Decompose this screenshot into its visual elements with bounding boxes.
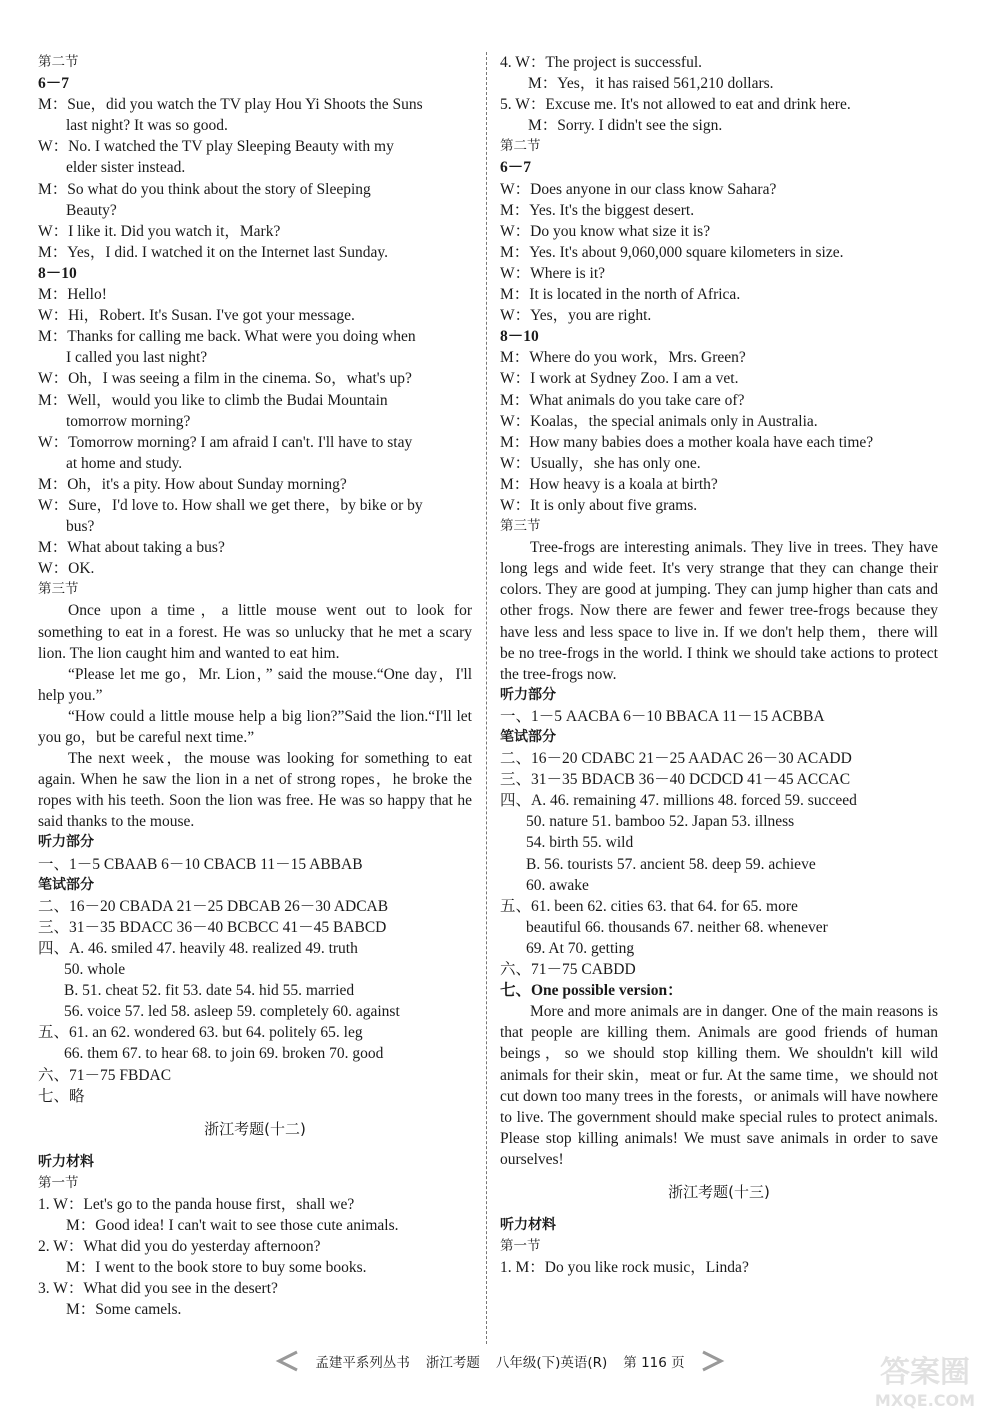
section-title-12: 浙江考题(十二) <box>204 1119 306 1138</box>
right-listening <box>500 1215 938 1278</box>
text-line: W：Oh，I was seeing a film in the cinema. So，what's up? <box>38 370 412 388</box>
text-line: 1. W：Let's go to the panda house first，shall we? <box>38 1195 355 1213</box>
text-line: M：Hello! <box>38 286 107 304</box>
text-line: Beauty? <box>66 201 117 219</box>
answer-line: 五、61. been 62. cities 63. that 64. for 65. more <box>500 897 798 915</box>
page-footer <box>200 1346 800 1376</box>
answer-line: 54. birth 55. wild <box>526 834 634 852</box>
text-line: M：So what do you think about the story of Sleeping <box>38 180 371 198</box>
answer-line: 四、A. 46. smiled 47. heavily 48. realized 49. truth <box>38 939 358 957</box>
text-line: M：Well，would you like to climb the Budai Mountain <box>38 391 388 409</box>
text-line: bus? <box>66 518 95 536</box>
text-line: 6－7 <box>38 75 70 93</box>
text-line: W：Hi，Robert. It's Susan. I've got your message. <box>38 307 355 325</box>
text-line: 2. W：What did you do yesterday afternoon? <box>38 1238 321 1256</box>
text-line: 第二节 <box>500 138 541 155</box>
text-line: W：OK. <box>38 560 95 578</box>
answer-line: 听力部分 <box>500 686 556 703</box>
answer-line: B. 51. cheat 52. fit 53. date 54. hid 55. married <box>64 982 355 1000</box>
text-line: M：Yes，it has raised 561,210 dollars. <box>528 75 774 93</box>
text-line: 1. M：Do you like rock music，Linda? <box>500 1259 749 1277</box>
left-answers <box>38 832 472 1106</box>
text-line: M：Sorry. I didn't see the sign. <box>528 117 723 135</box>
text-line: 5. W：Excuse me. It's not allowed to eat and drink here. <box>500 96 851 114</box>
text-line: 第三节 <box>38 581 79 598</box>
answer-line: 一、1－5 AACBA 6－10 BBACA 11－15 ACBBA <box>500 707 825 725</box>
answer-line: 六、71－75 CABDD <box>500 961 636 979</box>
text-line: W：Yes，you are right. <box>500 307 652 325</box>
text-line: at home and study. <box>66 454 183 472</box>
right-answers <box>500 685 938 1001</box>
left-listening <box>38 1152 472 1321</box>
watermark-logo <box>860 1344 990 1414</box>
left-story <box>38 600 472 832</box>
text-line: W：Tomorrow morning? I am afraid I can't. I'll have to stay <box>38 433 413 451</box>
answer-line: 三、31－35 BDACC 36－40 BCBCC 41－45 BABCD <box>38 918 387 936</box>
text-line: M：How many babies does a mother koala have each time? <box>500 433 874 451</box>
text-line: tomorrow morning? <box>66 412 191 430</box>
footer-page: 第 116 页 <box>623 1355 685 1371</box>
text-line: 4. W：The project is successful. <box>500 54 703 71</box>
text-line: 听力材料 <box>38 1153 94 1170</box>
answer-line: 50. whole <box>64 961 126 979</box>
text-line: M：Sue，did you watch the TV play Hou Yi Shoots the Suns <box>38 96 423 114</box>
answer-line: 69. At 70. getting <box>526 939 635 957</box>
answer-line: 五、61. an 62. wondered 63. but 64. politely 65. leg <box>38 1024 363 1042</box>
text-line: M：Yes，I did. I watched it on the Internet last Sunday. <box>38 243 388 261</box>
answer-line: 二、16－20 CBADA 21－25 DBCAB 26－30 ADCAB <box>38 897 389 915</box>
left-column <box>38 52 472 1321</box>
text-line: M：Good idea! I can't wait to see those cute animals. <box>66 1217 399 1235</box>
text-line: last night? It was so good. <box>66 117 228 135</box>
answer-line: 56. voice 57. led 58. asleep 59. completely 60. against <box>64 1003 400 1021</box>
answer-line: B. 56. tourists 57. ancient 58. deep 59. achieve <box>526 855 816 873</box>
text-line: W：It is only about five grams. <box>500 496 698 514</box>
answer-line: 听力部分 <box>38 834 94 851</box>
section-title-13: 浙江考题(十三) <box>668 1182 770 1201</box>
answer-line: beautiful 66. thousands 67. neither 68. whenever <box>526 918 828 936</box>
text-line: M：What animals do you take care of? <box>500 391 745 409</box>
story-paragraph: Once upon a time，a little mouse went out to look for something to eat in a forest. He was so unlucky that he met a scary lion. The lion caught him and wanted to eat him. <box>38 602 472 662</box>
text-line: 第一节 <box>38 1174 79 1191</box>
right-essay: More and more animals are in danger. One of the main reasons is that people are killing them. Animals are good friends of human beings，so we should stop killing them. We shouldn't kill wild animals for their skin，meat or fur. At the same time，we should not cut down too many trees in the forests，or animals will have nowhere to live. The government should make special rules to protect animals. Please stop killing animals! We must save animals in order to save ourselves! <box>500 1003 938 1168</box>
right-story: Tree-frogs are interesting animals. They live in trees. They have long legs and wide feet. It's very strange that they can change their colors. They are good at jumping. They can jump higher than cats and other frogs. Now there are fewer and fewer tree-frogs because they have less and less space to live in. If we don't help them，there will be no tree-frogs in the world. I think we should take actions to protect the tree-frogs now. <box>500 539 938 683</box>
text-line: W：Do you know what size it is? <box>500 222 711 240</box>
text-line: W：I like it. Did you watch it，Mark? <box>38 222 281 240</box>
watermark-text: 答案圈 <box>880 1355 970 1390</box>
answer-line: 四、A. 46. remaining 47. millions 48. forced 59. succeed <box>500 792 857 810</box>
text-line: M：Thanks for calling me back. What were you doing when <box>38 328 416 346</box>
text-line: M：What about taking a bus? <box>38 539 225 557</box>
story-paragraph: “Please let me go，Mr. Lion，” said the mouse.“One day，I'll help you.” <box>38 665 472 704</box>
answer-line: 一、1－5 CBAAB 6－10 CBACB 11－15 ABBAB <box>38 855 363 873</box>
text-line: M：Where do you work，Mrs. Green? <box>500 349 746 367</box>
text-line: 6－7 <box>500 159 532 177</box>
answer-line: 六、71－75 FBDAC <box>38 1066 172 1084</box>
column-divider <box>486 52 487 1344</box>
answer-line: 笔试部分 <box>38 876 94 893</box>
text-line: M：I went to the book store to buy some books. <box>66 1259 367 1277</box>
text-line: 8－10 <box>500 328 539 346</box>
text-line: 3. W：What did you see in the desert? <box>38 1280 278 1298</box>
answer-line: 66. them 67. to hear 68. to join 69. broken 70. good <box>64 1045 384 1063</box>
answer-line: 二、16－20 CDABC 21－25 AADAC 26－30 ACADD <box>500 750 852 768</box>
text-line: M：It is located in the north of Africa. <box>500 286 741 304</box>
footer-book: 浙江考题 <box>425 1355 480 1371</box>
text-line: W：Where is it? <box>500 264 606 282</box>
answer-line: 60. awake <box>526 876 589 894</box>
watermark-url: MXQE.COM <box>874 1391 976 1410</box>
text-line: W：Koalas，the special animals only in Australia. <box>500 412 818 430</box>
text-line: M：Oh，it's a pity. How about Sunday morning? <box>38 475 347 493</box>
left-dialogues <box>38 52 472 600</box>
right-dialogues <box>500 52 938 537</box>
answer-line: 七、略 <box>38 1087 85 1105</box>
left-chevron-icon <box>273 1350 299 1372</box>
text-line: I called you last night? <box>66 349 208 367</box>
answer-line: 笔试部分 <box>500 729 556 745</box>
text-line: W：Does anyone in our class know Sahara? <box>500 180 777 198</box>
text-line: W：Usually，she has only one. <box>500 454 701 472</box>
text-line: W：Sure，I'd love to. How shall we get there，by bike or by <box>38 496 423 514</box>
right-chevron-icon <box>701 1350 727 1372</box>
answer-line: 七、One possible version： <box>500 982 683 1000</box>
text-line: 听力材料 <box>500 1217 556 1234</box>
text-line: 第二节 <box>38 54 79 70</box>
text-line: M：Yes. It's about 9,060,000 square kilometers in size. <box>500 243 844 261</box>
text-line: 第一节 <box>500 1238 541 1255</box>
footer-series: 孟建平系列丛书 <box>315 1355 410 1371</box>
text-line: elder sister instead. <box>66 159 186 177</box>
answer-line: 三、31－35 BDACB 36－40 DCDCD 41－45 ACCAC <box>500 771 851 789</box>
story-paragraph: The next week，the mouse was looking for something to eat again. When he saw the lion in a net of strong ropes，he broke the ropes with his teeth. Soon the lion was free. He was so happy that he said thanks to the mouse. <box>38 750 472 831</box>
text-line: 8－10 <box>38 264 77 282</box>
text-line: M：Some camels. <box>66 1301 182 1319</box>
text-line: M：Yes. It's the biggest desert. <box>500 201 695 219</box>
answer-line: 50. nature 51. bamboo 52. Japan 53. illness <box>526 813 795 831</box>
right-column <box>500 52 938 1278</box>
footer-grade: 八年级(下)英语(R) <box>495 1355 608 1371</box>
text-line: W：I work at Sydney Zoo. I am a vet. <box>500 370 739 388</box>
text-line: W：No. I watched the TV play Sleeping Beauty with my <box>38 138 394 156</box>
story-paragraph: “How could a little mouse help a big lion?”Said the lion.“I'll let you go，but be careful next time.” <box>38 707 472 746</box>
text-line: 第三节 <box>500 518 541 535</box>
text-line: M：How heavy is a koala at birth? <box>500 475 718 493</box>
